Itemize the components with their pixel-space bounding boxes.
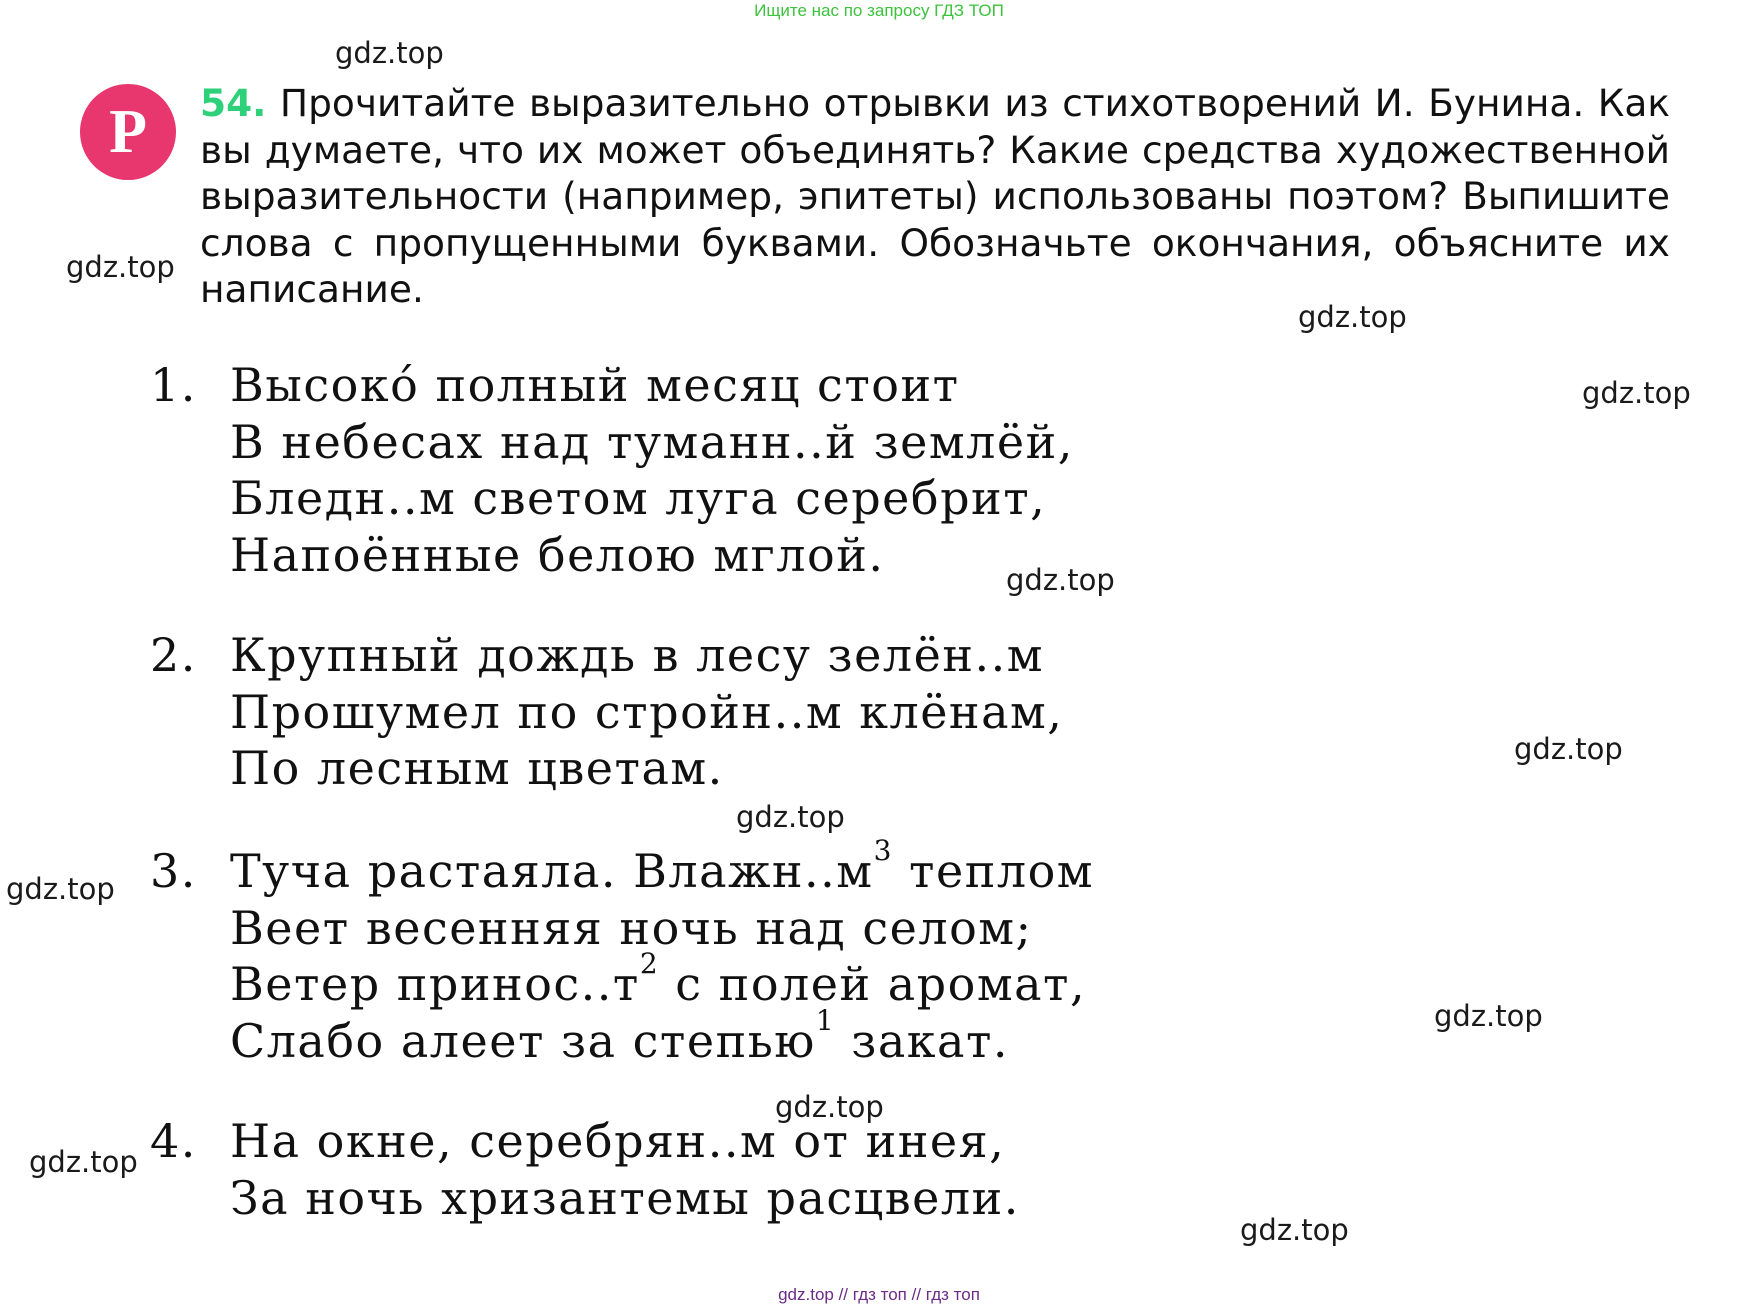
watermark: gdz.top — [6, 872, 115, 906]
watermark: gdz.top — [1240, 1213, 1349, 1247]
poem-line: Высоко́ полный месяц стоит — [230, 358, 960, 412]
section-badge: Р — [80, 84, 176, 180]
watermark: gdz.top — [1514, 732, 1623, 766]
poem-line: Крупный дождь в лесу зелён..м — [230, 628, 1044, 682]
poem-line: На окне, серебрян..м от инея, — [230, 1114, 1006, 1168]
poem-number: 3. — [150, 844, 197, 898]
poem-number: 4. — [150, 1114, 197, 1168]
poem-excerpt-4 — [150, 1113, 1020, 1226]
watermark: gdz.top — [775, 1090, 884, 1124]
footnote-mark: 3 — [873, 834, 893, 867]
watermark: gdz.top — [736, 800, 845, 834]
watermark: gdz.top — [66, 250, 175, 284]
watermark: gdz.top — [29, 1145, 138, 1179]
watermark: gdz.top — [1298, 300, 1407, 334]
footnote-mark: 1 — [815, 1003, 836, 1037]
poem-line: Напоённые белою мглой. — [230, 527, 885, 582]
task-number: 54. — [200, 81, 267, 125]
poem-excerpt-2 — [150, 627, 1063, 797]
poem-excerpt-3 — [150, 834, 1095, 1069]
task-statement — [200, 80, 1670, 313]
poem-line: Прошумел по стройн..м клёнам, — [230, 684, 1064, 739]
watermark: gdz.top — [1006, 563, 1115, 597]
poem-excerpt-1 — [150, 357, 1074, 583]
poem-line: В небесах над туманн..й землёй, — [230, 414, 1074, 469]
watermark: gdz.top — [335, 36, 444, 70]
poem-line: Веет весенняя ночь над селом; — [230, 900, 1033, 955]
poem-number: 1. — [150, 358, 197, 412]
poem-line: За ночь хризантемы расцвели. — [230, 1170, 1020, 1225]
top-banner: Ищите нас по запросу ГДЗ ТОП — [754, 1, 1004, 20]
poem-line: Слабо алеет за степью$^1$ закат. — [230, 1003, 1010, 1068]
watermark: gdz.top — [1582, 376, 1691, 410]
watermark: gdz.top — [1434, 999, 1543, 1033]
poem-number: 2. — [150, 628, 197, 682]
poem-line: Ветер $принос..т^2$ с полей аромат, — [230, 947, 1087, 1011]
poem-line: Бледн..м светом луга серебрит, — [230, 471, 1047, 525]
footnote-mark: 2 — [639, 947, 660, 980]
task-text: Прочитайте выразительно отрывки из стихотворений И. Бунина. Как вы думаете, что их может объединять? Какие средства художественной выразительности (например, эпитеты) использованы поэтом? Выпишите слова с пропущенными буквами. Обозначьте окончания, объясните их написание. — [200, 81, 1671, 311]
poem-line: Туча растаяла. $Влажн..м^3$ теплом — [230, 834, 1095, 898]
bottom-banner: gdz.top // гдз топ // гдз топ — [778, 1285, 980, 1304]
poem-line: По лесным цветам. — [230, 741, 724, 795]
